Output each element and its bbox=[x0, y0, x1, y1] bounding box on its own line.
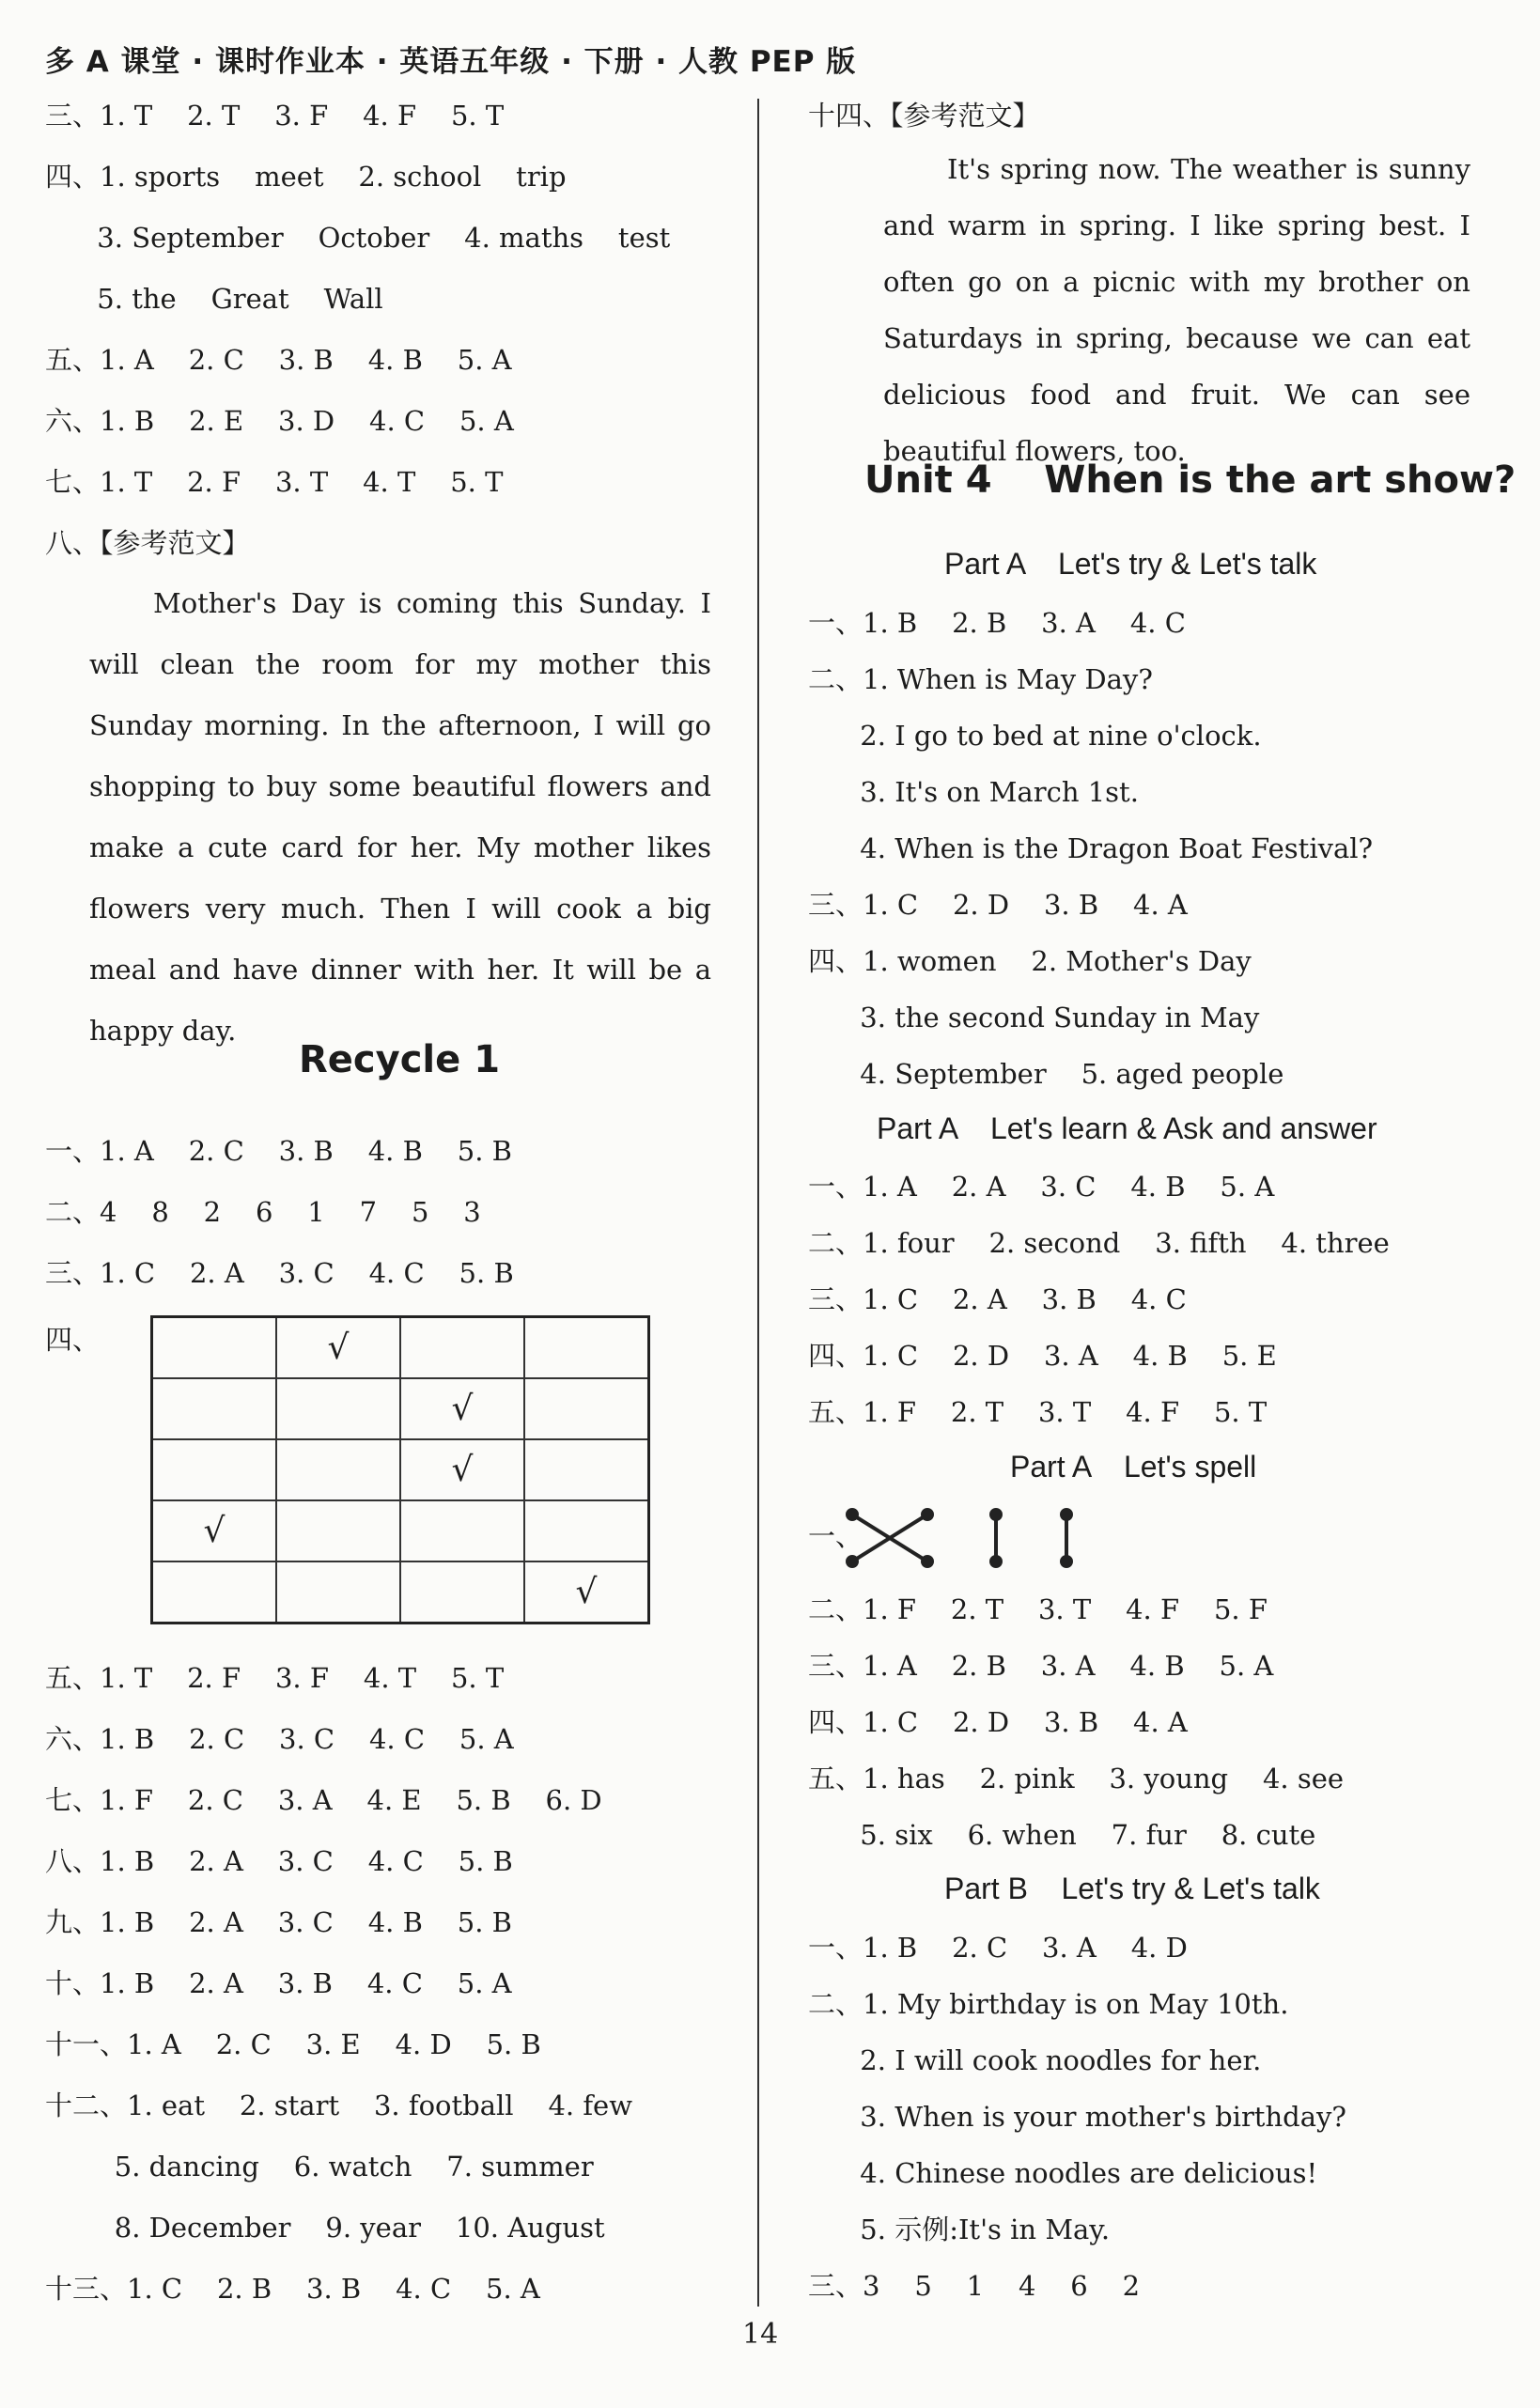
answer-line: 五、1. has 2. pink 3. young 4. see bbox=[808, 1763, 1345, 1794]
table-row bbox=[152, 1378, 649, 1439]
table-cell: √ bbox=[152, 1500, 277, 1561]
answer-line: 七、1. T 2. F 3. T 4. T 5. T bbox=[45, 466, 504, 498]
answer-line: 三、1. A 2. B 3. A 4. B 5. A bbox=[808, 1650, 1274, 1682]
column-divider bbox=[757, 99, 759, 2307]
answer-line: 十二、1. eat 2. start 3. football 4. few bbox=[45, 2090, 633, 2121]
page-number: 14 bbox=[742, 2318, 779, 2351]
answer-line: 3. When is your mother's birthday? bbox=[808, 2101, 1346, 2133]
spell-label: 一、 bbox=[808, 1520, 863, 1552]
answer-line: 五、1. F 2. T 3. T 4. F 5. T bbox=[808, 1396, 1268, 1428]
answer-line: 2. I will cook noodles for her. bbox=[808, 2044, 1262, 2076]
table-cell bbox=[276, 1561, 400, 1623]
answer-line: 一、1. B 2. B 3. A 4. C bbox=[808, 607, 1186, 639]
answer-line: 2. I go to bed at nine o'clock. bbox=[808, 720, 1262, 752]
answer-line: 三、1. C 2. A 3. B 4. C bbox=[808, 1283, 1187, 1315]
left-essay: Mother's Day is coming this Sunday. I will clean the room for my mother this Sunday morning. In the afternoon, I will go shopping to buy some beautiful flowers and make a cute card for her. My mother likes flowers very much. Then I will cook a big meal and have dinner with her. It will be a happy day. bbox=[89, 587, 711, 1047]
table-cell: √ bbox=[400, 1439, 524, 1500]
answer-line: 二、1. F 2. T 3. T 4. F 5. F bbox=[808, 1593, 1268, 1625]
table-cell bbox=[152, 1561, 277, 1623]
table-cell bbox=[524, 1500, 649, 1561]
table-cell bbox=[276, 1378, 400, 1439]
part-a-spell-title: Part A Let's spell bbox=[1010, 1450, 1257, 1484]
essay-label: 十四、【参考范文】 bbox=[808, 100, 1040, 132]
matching-lines-icon bbox=[841, 1503, 1085, 1574]
table-cell bbox=[152, 1317, 277, 1379]
answer-line: 六、1. B 2. E 3. D 4. C 5. A bbox=[45, 405, 514, 437]
answer-line: 5. 示例:It's in May. bbox=[808, 2214, 1111, 2245]
part-a-talk-title: Part A Let's try & Let's talk bbox=[944, 547, 1317, 581]
answer-line: 一、1. A 2. A 3. C 4. B 5. A bbox=[808, 1171, 1275, 1203]
answer-line: 4. September 5. aged people bbox=[808, 1058, 1284, 1090]
answer-line: 一、1. B 2. C 3. A 4. D bbox=[808, 1932, 1188, 1964]
answer-line: 十、1. B 2. A 3. B 4. C 5. A bbox=[45, 1967, 512, 1999]
table-row bbox=[152, 1500, 649, 1561]
answer-line: 二、1. When is May Day? bbox=[808, 663, 1153, 695]
table-cell: √ bbox=[276, 1317, 400, 1379]
table-cell bbox=[524, 1317, 649, 1379]
table-cell bbox=[524, 1378, 649, 1439]
answer-line: 五、1. A 2. C 3. B 4. B 5. A bbox=[45, 344, 512, 376]
answer-line: 5. six 6. when 7. fur 8. cute bbox=[808, 1819, 1316, 1851]
part-a-learn-title: Part A Let's learn & Ask and answer bbox=[877, 1111, 1377, 1145]
answer-line: 二、1. My birthday is on May 10th. bbox=[808, 1988, 1289, 2020]
right-essay: It's spring now. The weather is sunny and warm in spring. I like spring best. I often go on a picnic with my brother on Saturdays in spring, because we can eat delicious food and fruit. We can see beautiful flowers, too. bbox=[883, 153, 1470, 467]
table-cell bbox=[152, 1439, 277, 1500]
answer-line: 八、1. B 2. A 3. C 4. C 5. B bbox=[45, 1845, 513, 1877]
table-cell bbox=[400, 1561, 524, 1623]
answer-line: 三、1. T 2. T 3. F 4. F 5. T bbox=[45, 100, 505, 132]
table-cell bbox=[400, 1317, 524, 1379]
answer-line: 三、1. C 2. A 3. C 4. C 5. B bbox=[45, 1257, 514, 1289]
answer-line: 十一、1. A 2. C 3. E 4. D 5. B bbox=[45, 2028, 541, 2060]
page-header: 多 A 课堂 · 课时作业本 · 英语五年级 · 下册 · 人教 PEP 版 bbox=[45, 45, 857, 79]
recycle-title: Recycle 1 bbox=[299, 1038, 501, 1081]
answer-line: 九、1. B 2. A 3. C 4. B 5. B bbox=[45, 1906, 512, 1938]
answer-line: 3. the second Sunday in May bbox=[808, 1002, 1260, 1033]
table-cell bbox=[524, 1439, 649, 1500]
answer-line: 二、1. four 2. second 3. fifth 4. three bbox=[808, 1227, 1390, 1259]
answer-line: 二、4 8 2 6 1 7 5 3 bbox=[45, 1196, 481, 1228]
answer-line: 3. September October 4. maths test bbox=[45, 222, 671, 254]
answer-grid bbox=[150, 1315, 650, 1624]
table-row bbox=[152, 1439, 649, 1500]
answer-line: 5. the Great Wall bbox=[45, 283, 383, 315]
answer-line: 六、1. B 2. C 3. C 4. C 5. A bbox=[45, 1723, 514, 1755]
answer-line: 3. It's on March 1st. bbox=[808, 776, 1139, 808]
answer-line: 十三、1. C 2. B 3. B 4. C 5. A bbox=[45, 2273, 540, 2305]
answer-line: 4. When is the Dragon Boat Festival? bbox=[808, 832, 1374, 864]
answer-line: 五、1. T 2. F 3. F 4. T 5. T bbox=[45, 1662, 505, 1694]
answer-line: 8. December 9. year 10. August bbox=[45, 2212, 605, 2244]
answer-line: 三、3 5 1 4 6 2 bbox=[808, 2270, 1141, 2302]
table-cell: √ bbox=[524, 1561, 649, 1623]
table-row bbox=[152, 1317, 649, 1379]
table-cell: √ bbox=[400, 1378, 524, 1439]
answer-line: 四、1. women 2. Mother's Day bbox=[808, 945, 1252, 977]
answer-line: 四、1. C 2. D 3. B 4. A bbox=[808, 1706, 1188, 1738]
unit-title: Unit 4 When is the art show? bbox=[864, 458, 1517, 502]
table-label: 四、 bbox=[45, 1324, 101, 1356]
answer-line: 一、1. A 2. C 3. B 4. B 5. B bbox=[45, 1135, 512, 1167]
part-b-talk-title: Part B Let's try & Let's talk bbox=[944, 1872, 1320, 1905]
essay-label: 八、【参考范文】 bbox=[45, 527, 250, 559]
table-row bbox=[152, 1561, 649, 1623]
table-cell bbox=[400, 1500, 524, 1561]
answer-line: 四、1. sports meet 2. school trip bbox=[45, 161, 567, 193]
table-cell bbox=[276, 1439, 400, 1500]
table-cell bbox=[276, 1500, 400, 1561]
answer-line: 4. Chinese noodles are delicious! bbox=[808, 2157, 1318, 2189]
answer-line: 四、1. C 2. D 3. A 4. B 5. E bbox=[808, 1340, 1277, 1372]
table-cell bbox=[152, 1378, 277, 1439]
answer-line: 七、1. F 2. C 3. A 4. E 5. B 6. D bbox=[45, 1784, 602, 1816]
answer-line: 三、1. C 2. D 3. B 4. A bbox=[808, 889, 1188, 921]
answer-line: 5. dancing 6. watch 7. summer bbox=[45, 2151, 594, 2183]
